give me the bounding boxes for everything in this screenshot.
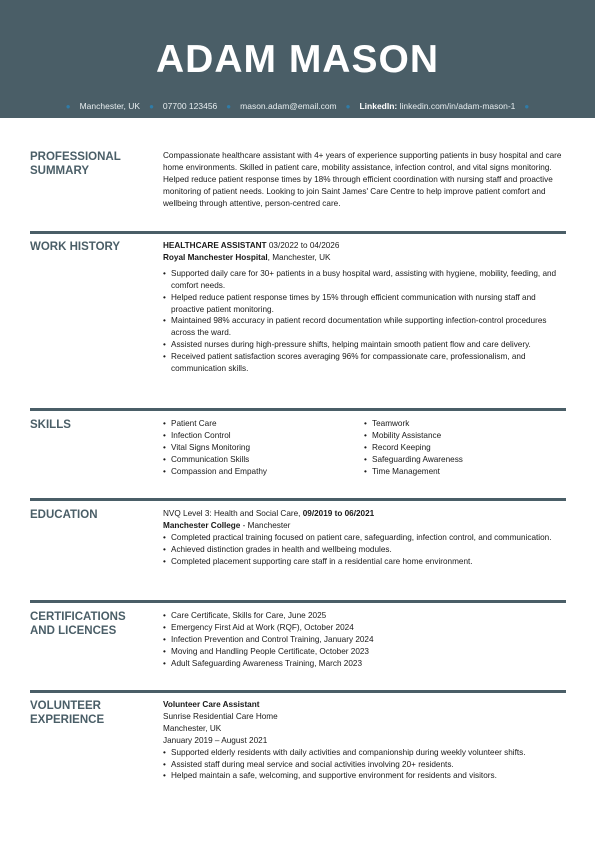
list-item: • Assisted nurses during high-pressure shifts, helping maintain smooth patient flow and care delivery. [163,339,566,351]
job-dates: 03/2022 to 04/2026 [268,241,340,250]
list-item: • Adult Safeguarding Awareness Training, March 2023 [163,658,566,670]
section-title: SKILLS [30,419,71,431]
summary-text [163,150,566,210]
list-item: • Vital Signs Monitoring [163,442,364,454]
school-name: Manchester College [163,520,241,530]
list-item: • Infection Prevention and Control Training, January 2024 [163,634,566,646]
qualification: NVQ Level 3: Health and Social Care, [163,509,301,518]
volunteer-bullets [163,747,566,783]
employer-name: Royal Manchester Hospital [163,252,268,262]
education-bullets [163,532,566,568]
section-title-line: CERTIFICATIONS [30,611,126,623]
bullet-dot-icon: ● [149,102,154,111]
section-title-line: PROFESSIONAL [30,151,121,163]
candidate-name: ADAM MASON [156,38,439,81]
bullet-dot-icon: ● [345,102,351,111]
list-item: • Maintained 98% accuracy in patient record documentation while supporting infection-control procedures across the ward. [163,315,566,339]
skills-column-1 [163,418,364,478]
contact-phone[interactable]: 07700 123456 [162,101,218,111]
list-item: • Patient Care [163,418,364,430]
list-item: • Completed placement supporting care staff in a residential care home environment. [163,556,566,568]
section-title [30,610,158,638]
section-divider [30,600,566,603]
list-item: • Completed practical training focused on patient care, safeguarding, infection control, and communication. [163,532,566,544]
skills-column-2 [364,418,565,478]
volunteer-role: Volunteer Care Assistant [163,700,260,709]
linkedin-label: LinkedIn: [359,101,398,111]
school-location: - Manchester [240,520,291,530]
work-entry [163,240,566,375]
list-item: • Assisted staff during meal service and social activities involving 20+ residents. [163,759,566,771]
list-item: • Achieved distinction grades in health and wellbeing modules. [163,544,566,556]
linkedin-link[interactable]: linkedin.com/in/adam-mason-1 [399,101,516,111]
volunteer-organisation: Sunrise Residential Care Home [163,711,278,721]
list-item: • Helped reduce patient response times by 15% through efficient communication with nursing staff and proactive patient monitoring. [163,292,566,316]
job-title: HEALTHCARE ASSISTANT [163,241,267,250]
contact-bar [0,100,595,113]
section-title-line: VOLUNTEER [30,700,101,712]
section-title: WORK HISTORY [30,241,121,253]
bullet-dot-icon: ● [226,102,232,111]
section-title [30,699,158,727]
section-title-line: AND LICENCES [30,625,117,637]
resume-header [0,0,595,118]
volunteer-location: Manchester, UK [163,723,222,733]
list-item: • Emergency First Aid at Work (RQF), October 2024 [163,622,566,634]
volunteer-entry [163,699,566,782]
list-item: • Safeguarding Awareness [364,454,565,466]
summary-paragraph: Compassionate healthcare assistant with 4+ years of experience supporting patients in busy hospital and care home environments. Skilled in patient care, mobility assistance, infection control, and vital signs monitoring. Helped reduce patient response times by 18% through efficient coordination with nursing staff and proactive monitoring of patient needs. Looking to join Saint James' Care Centre to help improve patient comfort and wellbeing through attentive, person-centred care. [163,151,562,208]
bullet-dot-icon: ● [524,102,530,111]
section-divider [30,498,566,501]
section-title: EDUCATION [30,509,98,521]
certifications-list [163,610,566,670]
section-divider [30,690,566,693]
contact-email[interactable]: mason.adam@email.com [240,101,337,111]
list-item: • Care Certificate, Skills for Care, June 2025 [163,610,566,622]
section-title-line: SUMMARY [30,165,89,177]
list-item: • Compassion and Empathy [163,466,364,478]
list-item: • Time Management [364,466,565,478]
list-item: • Communication Skills [163,454,364,466]
employer-location: , Manchester, UK [267,252,331,262]
list-item: • Moving and Handling People Certificate, October 2023 [163,646,566,658]
volunteer-dates: January 2019 – August 2021 [163,735,268,745]
list-item: • Mobility Assistance [364,430,565,442]
list-item: • Helped maintain a safe, welcoming, and supportive environment for residents and visitors. [163,770,566,782]
bullet-dot-icon: ● [65,102,71,111]
list-item: • Record Keeping [364,442,565,454]
list-item: • Teamwork [364,418,565,430]
list-item: • Infection Control [163,430,364,442]
education-dates: 09/2019 to 06/2021 [302,509,375,518]
section-divider [30,231,566,234]
skills-list [163,418,566,478]
list-item: • Received patient satisfaction scores averaging 96% for compassionate care, professionalism, and communication skills. [163,351,566,375]
section-title-line: EXPERIENCE [30,714,105,726]
work-bullets [163,268,566,375]
contact-location: Manchester, UK [79,101,141,111]
list-item: • Supported elderly residents with daily activities and companionship during weekly volunteer shifts. [163,747,566,759]
list-item: • Supported daily care for 30+ patients in a busy hospital ward, assisting with hygiene, mobility, feeding, and comfort needs. [163,268,566,292]
section-title [30,150,158,178]
section-divider [30,408,566,411]
education-entry [163,508,566,568]
